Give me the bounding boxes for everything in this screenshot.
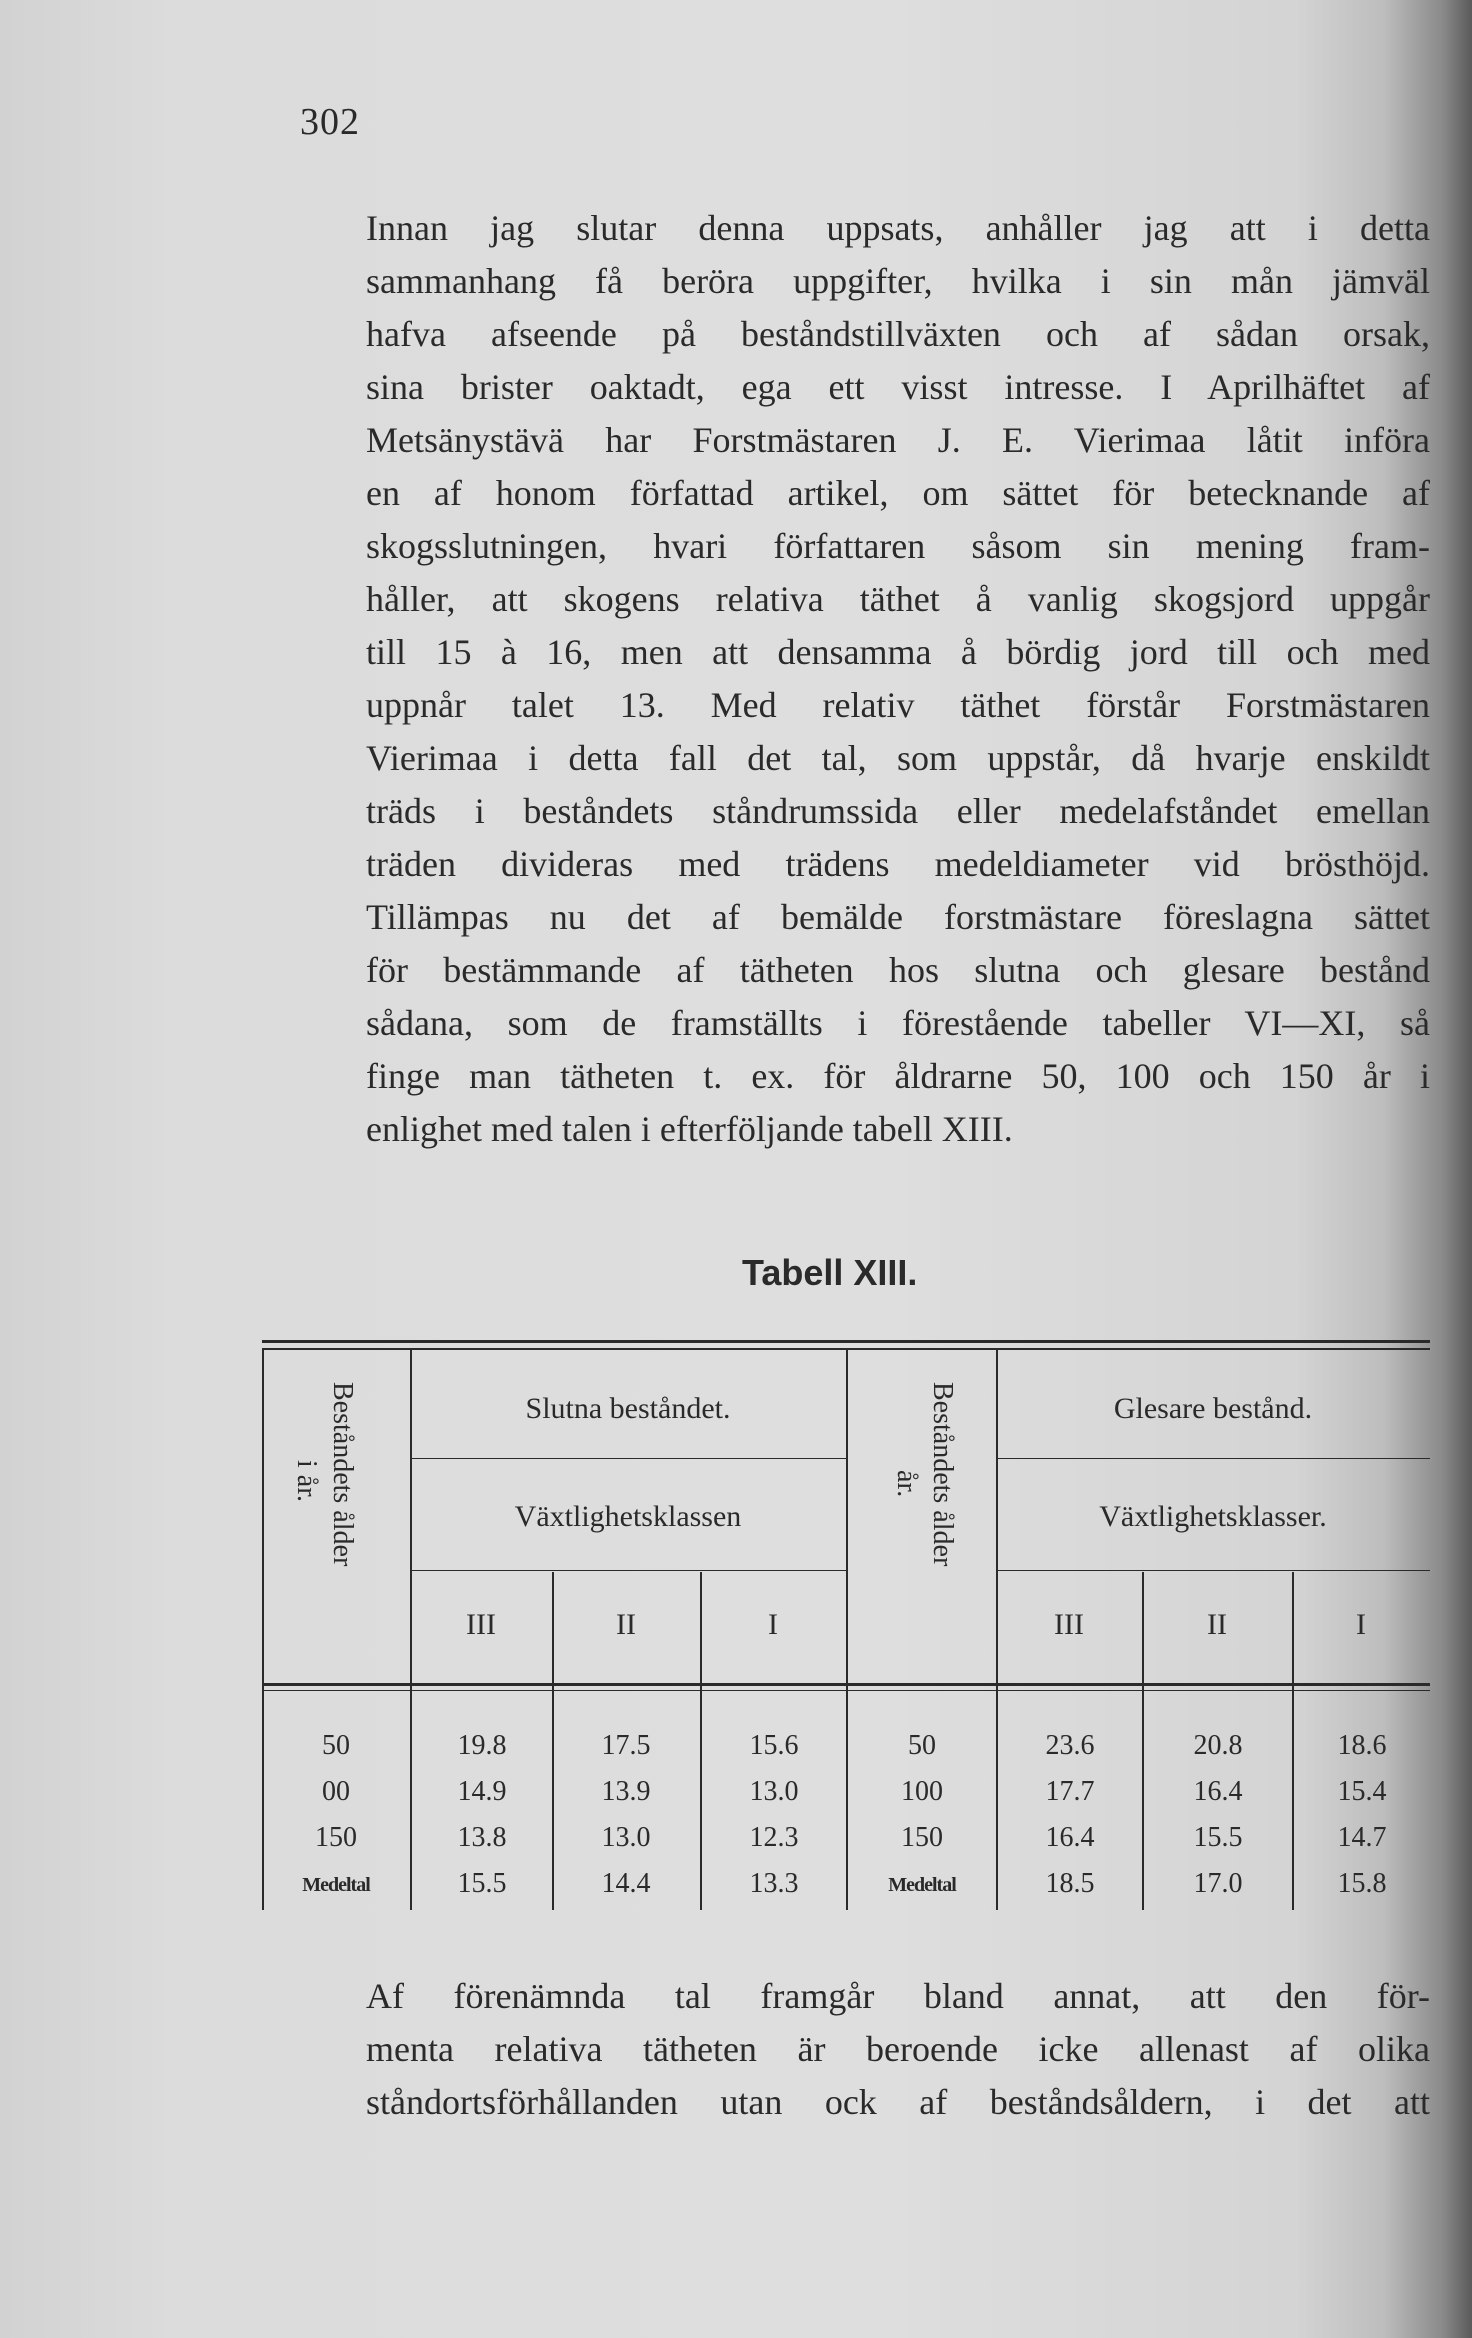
class-header-III: III [1054,1608,1084,1641]
class-header-III: III [466,1608,496,1641]
table-cell-average-label: Medeltal [888,1874,956,1896]
table-cell: 150 [315,1822,357,1853]
text-line: hafva afseende på beståndstillväxten och af sådan orsak, [366,314,1430,354]
table-cell-average-label: Medeltal [302,1874,370,1896]
table-cell: 20.8 [1193,1730,1243,1761]
class-header-I: I [1356,1608,1366,1641]
text-line: Tillämpas nu det af bemälde forstmästare föreslagna sättet [366,897,1430,937]
text-line: håller, att skogens relativa täthet å vanlig skogsjord uppgår [366,579,1430,619]
group-header-open: Glesare bestånd. [1113,1392,1313,1425]
table-cell: 14.7 [1337,1822,1387,1853]
table-cell: 13.3 [749,1868,799,1899]
table-cell: 23.6 [1045,1730,1095,1761]
table-cell: 15.6 [749,1730,799,1761]
text-line: sådana, som de framställts i förestående tabeller VI—XI, så [366,1003,1430,1043]
group2-divider [996,1458,1430,1459]
class-header-II: II [1207,1608,1227,1641]
age-header: Beståndets ålder [327,1382,358,1567]
group-subheader-closed: Växtlighetsklassen [514,1500,742,1533]
table-cell: 150 [901,1822,943,1853]
text-line: Vierimaa i detta fall det tal, som uppstår, då hvarje enskildt [366,738,1430,778]
table-cell: 15.8 [1337,1868,1387,1899]
group-subheader-open: Växtlighetsklasser. [1099,1500,1327,1533]
table-cell: 14.4 [601,1868,651,1899]
table-cell: 17.7 [1045,1776,1095,1807]
table-cell: 19.8 [457,1730,507,1761]
table-cell: 14.9 [457,1776,507,1807]
text-line: uppnår talet 13. Med relativ täthet förstår Forstmästaren [366,685,1430,725]
table-top-rule [262,1340,1430,1343]
table-cell: 13.0 [601,1822,651,1853]
text-line: för bestämmande af tätheten hos slutna och glesare bestånd [366,950,1430,990]
col-rule-age2 [846,1350,848,1910]
text-line: träds i beståndets ståndrumssida eller medelafståndet emellan [366,791,1430,831]
paragraph-conclusion [258,1970,1430,2129]
text-line: Metsänystävä har Forstmästaren J. E. Vierimaa låtit införa [366,420,1430,460]
subheader-divider-2 [996,1570,1430,1571]
paragraph-intro [258,202,1430,1156]
table-cell: 100 [901,1776,943,1807]
text-line: skogsslutningen, hvari författaren såsom sin mening fram- [366,526,1430,566]
table-title: Tabell XIII. [742,1252,918,1293]
text-line: sina brister oaktadt, ega ett visst intresse. I Aprilhäftet af [366,367,1430,407]
table-cell: 12.3 [749,1822,799,1853]
age-header-2: Beståndets ålder [927,1382,958,1567]
table-cell: 15.5 [1193,1822,1243,1853]
data-table [262,1340,1430,1910]
age-header-2-unit: år. [891,1470,922,1498]
table-cell: 13.9 [601,1776,651,1807]
text-line: Af förenämnda tal framgår bland annat, att den för- [366,1976,1430,2016]
age-header-unit: i år. [291,1460,322,1502]
text-line: finge man tätheten t. ex. för åldrarne 50, 100 och 150 år i [366,1056,1430,1096]
text-line: sammanhang få beröra uppgifter, hvilka i sin mån jämväl [366,261,1430,301]
table-cell: 18.5 [1045,1868,1095,1899]
table-cell: 13.8 [457,1822,507,1853]
table-cell: 50 [322,1730,350,1761]
group-header-closed: Slutna beståndet. [525,1392,731,1425]
table-cell: 15.5 [457,1868,507,1899]
subheader-divider-1 [410,1570,846,1571]
text-line: enlighet med talen i efterföljande tabell XIII. [366,1109,1013,1149]
table-cell: 13.0 [749,1776,799,1807]
text-line: träden divideras med trädens medeldiameter vid brösthöjd. [366,844,1430,884]
table-cell: 17.0 [1193,1868,1243,1899]
table-cell: 50 [908,1730,936,1761]
text-line: till 15 à 16, men att densamma å bördig jord till och med [366,632,1430,672]
text-line: menta relativa tätheten är beroende icke allenast af olika [366,2029,1430,2069]
group1-divider [410,1458,846,1459]
text-line: en af honom författad artikel, om sättet för betecknande af [366,473,1430,513]
page-number: 302 [300,101,360,143]
table-cell: 17.5 [601,1730,651,1761]
table-cell: 00 [322,1776,350,1807]
table-cell: 16.4 [1193,1776,1243,1807]
class-header-I: I [768,1608,778,1641]
class-header-II: II [616,1608,636,1641]
text-line: ståndortsförhållanden utan ock af beståndsåldern, i det att [366,2082,1430,2122]
text-line: Innan jag slutar denna uppsats, anhåller jag att i detta [366,208,1430,248]
table-cell: 16.4 [1045,1822,1095,1853]
table-cell: 15.4 [1337,1776,1387,1807]
table-left-rule [262,1350,264,1910]
table-cell: 18.6 [1337,1730,1387,1761]
